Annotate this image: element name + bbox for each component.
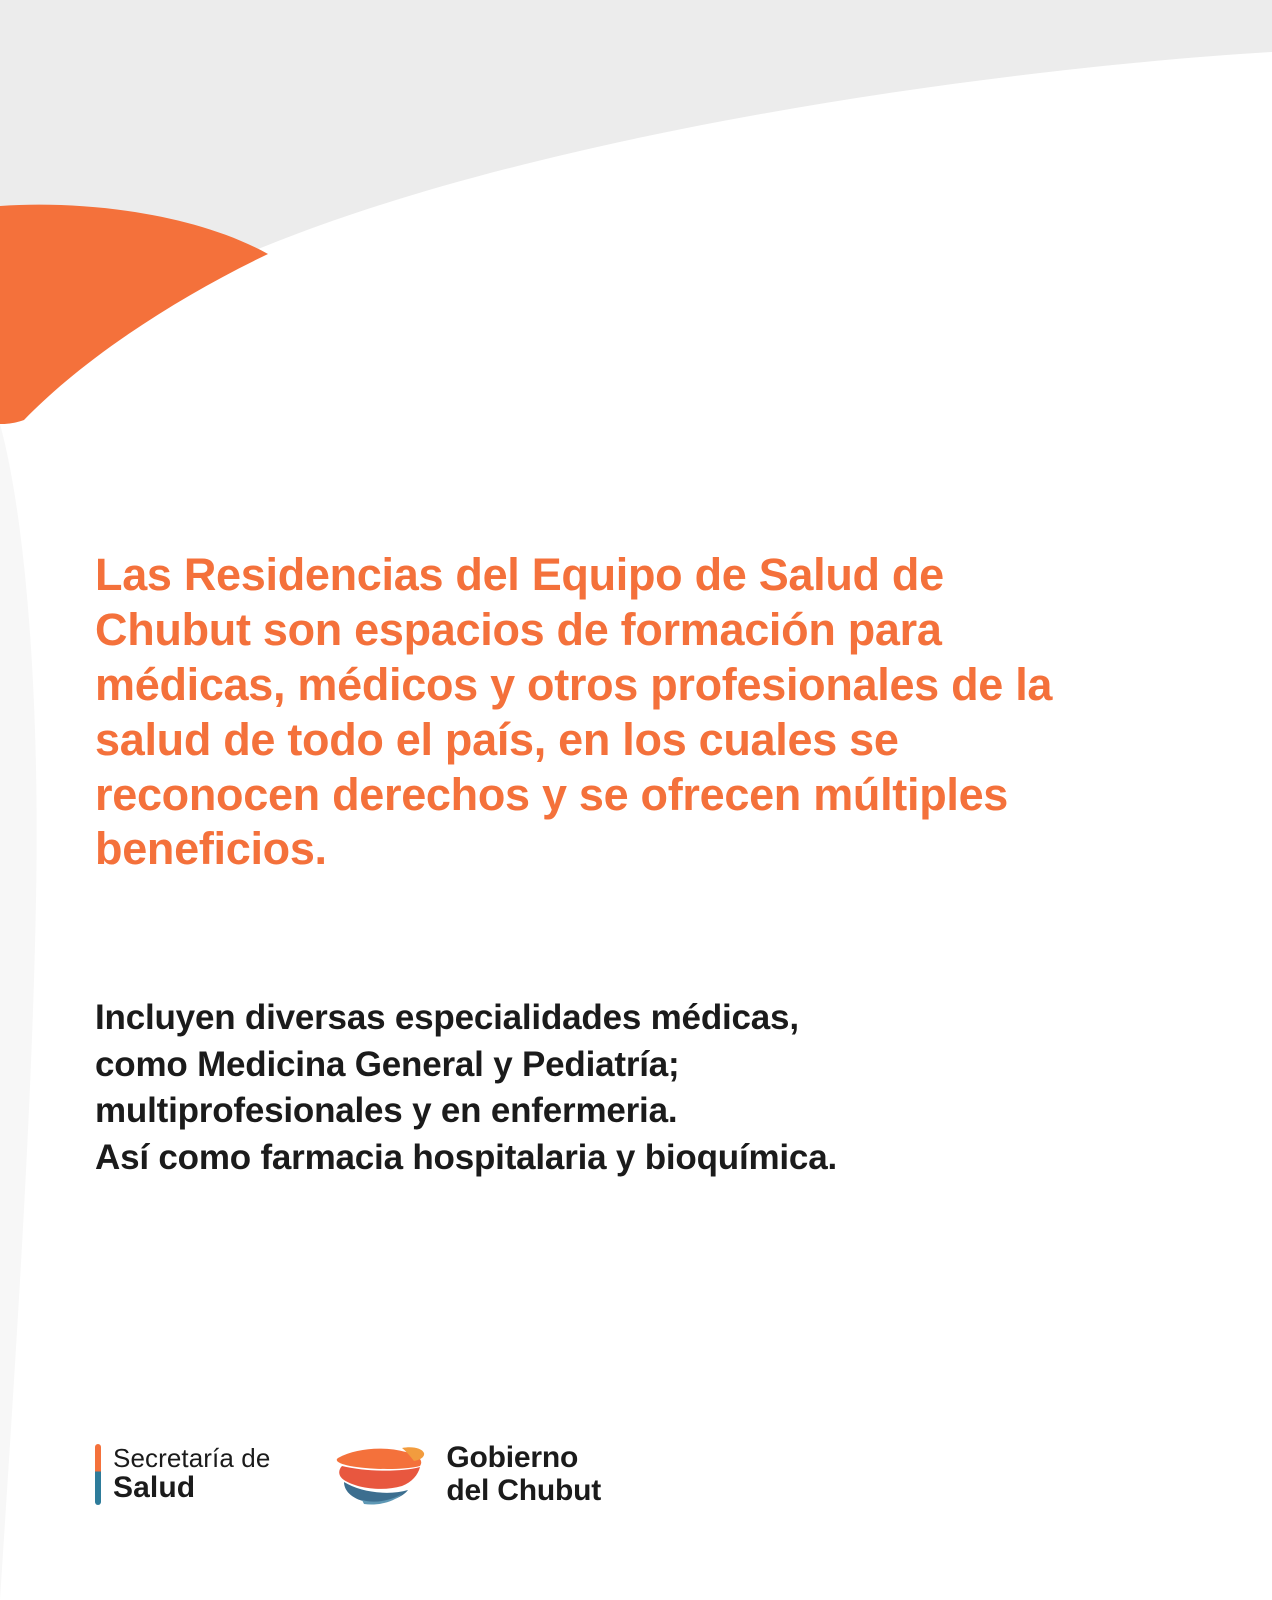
- secretaria-logo-line2: Salud: [113, 1471, 196, 1505]
- grey-swoosh-shape: [0, 0, 1272, 420]
- body-paragraph: [95, 995, 1105, 1181]
- secretaria-logo-line1: Secretaría de: [113, 1443, 271, 1474]
- logo-accent-bar-icon: [95, 1444, 101, 1504]
- text-content: [95, 548, 1105, 1182]
- footer-logos: [95, 1441, 601, 1508]
- body-line-4: Así como farmacia hospitalaria y bioquímica.: [95, 1137, 837, 1177]
- secretaria-de-salud-logo: [95, 1444, 270, 1504]
- secretaria-logo-text: [113, 1444, 270, 1504]
- gobierno-logo-line2: del Chubut: [446, 1474, 602, 1508]
- headline-text: Las Residencias del Equipo de Salud de Chubut son espacios de formación para médicas, médicos y otros profesionales de la salud de todo el país, en los cuales se reconocen derechos y se ofrecen múltiples beneficios.: [95, 549, 1053, 875]
- orange-crescent-shape: [0, 205, 268, 424]
- chubut-province-mark-icon: [332, 1442, 428, 1506]
- left-edge-curve: [0, 424, 37, 1600]
- gobierno-logo-text: [446, 1441, 601, 1508]
- gobierno-logo-line1: Gobierno: [446, 1440, 579, 1474]
- body-line-1: Incluyen diversas especialidades médicas,: [95, 998, 799, 1038]
- body-line-2: como Medicina General y Pediatría;: [95, 1044, 680, 1084]
- gobierno-del-chubut-logo: [332, 1441, 601, 1508]
- body-line-3: multiprofesionales y en enfermeria.: [95, 1091, 678, 1131]
